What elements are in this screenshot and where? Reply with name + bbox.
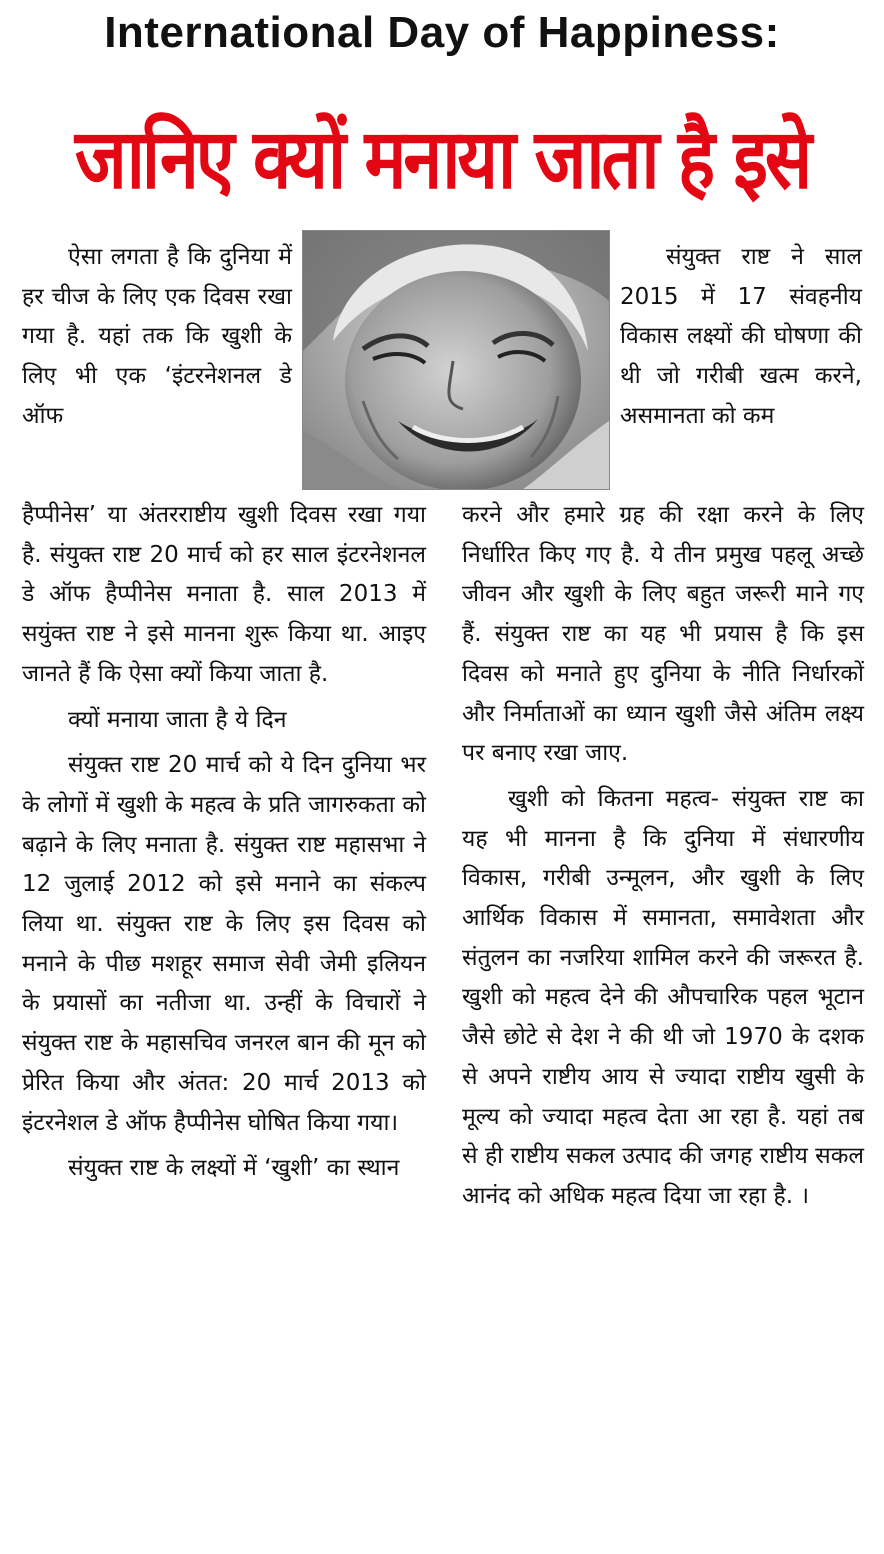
subheading-why-celebrated: क्यों मनाया जाता है ये दिन xyxy=(68,706,287,733)
paragraph-un-resolution: संयुक्त राष्ट 20 मार्च को ये दिन दुनिया भर के लोगों में खुशी के महत्व के प्रति जागरुकता को बढ़ाने के लिए मनाता है. संयुक्त राष्ट महासभा ने 12 जुलाई 2012 को इसे मनाने का संकल्प लिया था. संयुक्त राष्ट के लिए इस दिवस को मनाने के पीछ मशहूर समाज सेवी जेमी इलियन के प्रयासों का नतीजा था. उन्हीं के विचारों ने संयुक्त राष्ट के महासचिव जनरल बान की मून को प्रेरित किया और अंतत: 20 मार्च 2013 को इंटरनेशल डे ऑफ हैप्पीनेस घोषित किया गया। xyxy=(22,752,426,1136)
left-column xyxy=(22,496,426,1189)
sdg-paragraph-top xyxy=(620,238,862,437)
sdg-text-continued: करने और हमारे ग्रह की रक्षा करने के लिए निर्धारित किए गए है. ये तीन प्रमुख पहलू अच्छे जीवन और खुशी के लिए बहुत जरूरी माने गए हैं. संयुक्त राष्ट का यह भी प्रयास है कि इस दिवस को मनाते हुए दुनिया के नीति निर्धारकों और निर्माताओं का ध्यान खुशी जैसे अंतिम लक्ष्य पर बनाए रखा जाए. xyxy=(462,502,864,767)
sdg-text: संयुक्त राष्ट ने साल 2015 में 17 संवहनीय विकास लक्ष्यों की घोषणा की थी जो गरीबी खत्म करने, असमानता को कम xyxy=(620,244,862,429)
headline: जानिए क्यों मनाया जाता है इसे xyxy=(74,110,810,208)
intro-paragraph-top xyxy=(22,238,292,437)
smiling-elderly-woman-photo xyxy=(302,230,610,490)
intro-text: ऐसा लगता है कि दुनिया में हर चीज के लिए एक दिवस रखा गया है. यहां तक कि खुशी के लिए भी एक ‘इंटरनेशनल डे ऑफ xyxy=(22,244,292,429)
subheading-happiness-in-un-goals: संयुक्त राष्ट के लक्ष्यों में ‘खुशी’ का स्थान xyxy=(68,1155,400,1182)
right-column xyxy=(462,496,864,1217)
intro-text-continued: हैप्पीनेस’ या अंतरराष्टीय खुशी दिवस रखा गया है. संयुक्त राष्ट 20 मार्च को हर साल इंटरनेशनल डे ऑफ हैप्पीनेस मनाता है. साल 2013 में सयुंक्त राष्ट ने इसे मानना शुरू किया था. आइए जानते हैं कि ऐसा क्यों किया जाता है. xyxy=(22,502,426,687)
kicker-title: International Day of Happiness: xyxy=(104,8,780,57)
paragraph-importance-of-happiness: खुशी को कितना महत्व- संयुक्त राष्ट का यह भी मानना है कि दुनिया में संधारणीय विकास, गरीबी उन्मूलन, और खुशी के लिए आर्थिक विकास में समानता, समावेशता और संतुलन का नजरिया शामिल करने की जरूरत है. खुशी को महत्व देने की औपचारिक पहल भूटान जैसे छोटे से देश ने की थी जो 1970 के दशक से अपने राष्टीय आय से ज्यादा राष्टीय खुसी के मूल्य को ज्यादा महत्व देता आ रहा है. यहां तब से ही राष्टीय सकल उत्पाद की जगह राष्टीय सकल आनंद को अधिक महत्व दिया जा रहा है. । xyxy=(462,785,864,1209)
